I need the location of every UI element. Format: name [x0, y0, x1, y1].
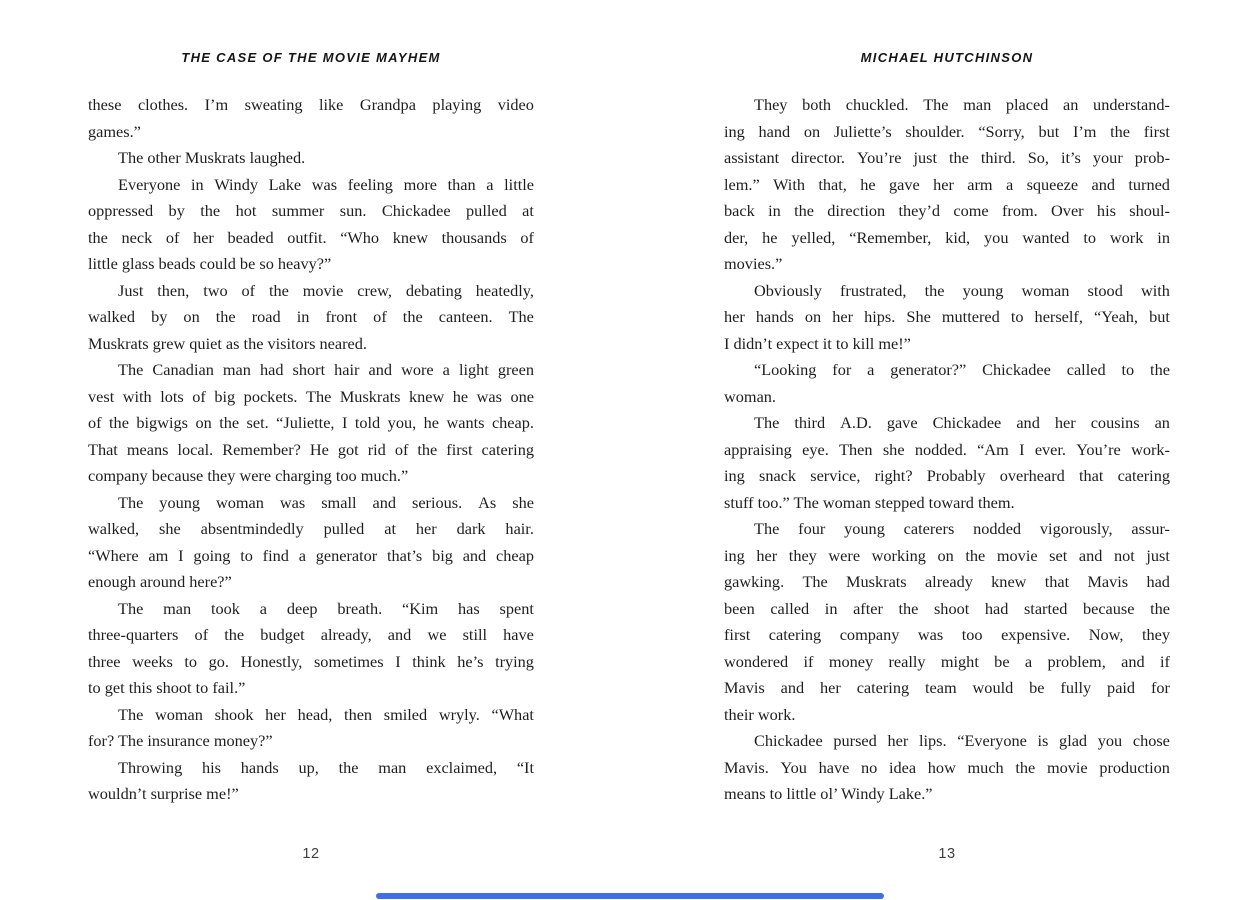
text-line: Muskrats grew quiet as the visitors neared. [88, 333, 367, 353]
page-left [88, 0, 534, 900]
text-line: The third A.D. gave Chickadee and her cousins an [754, 413, 1170, 432]
text-line: “Looking for a generator?” Chickadee called to the [754, 360, 1170, 379]
text-line: company because they were charging too much.” [88, 466, 409, 485]
text-line: Mavis. You have no idea how much the movie production [724, 757, 1170, 777]
text-line: der, he yelled, “Remember, kid, you wanted to work in [724, 227, 1170, 247]
text-line: The woman shook her head, then smiled wryly. “What [118, 704, 534, 724]
text-line: been called in after the shoot had started because the [724, 598, 1170, 618]
text-line: Throwing his hands up, the man exclaimed, “It [118, 757, 534, 777]
text-line: the neck of her beaded outfit. “Who knew thousands of [88, 227, 534, 247]
text-line: appraising eye. Then she nodded. “Am I ever. You’re work- [724, 439, 1170, 459]
text-line: assistant director. You’re just the third. So, it’s your prob- [724, 148, 1170, 167]
text-line: walked by on the road in front of the canteen. The [88, 307, 534, 326]
text-line: They both chuckled. The man placed an understand- [754, 95, 1170, 114]
text-line: The other Muskrats laughed. [118, 148, 306, 167]
text-line: “Where am I going to find a generator that’s big and cheap [88, 545, 534, 565]
text-line: stuff too.” The woman stepped toward them. [724, 492, 1015, 512]
text-line: ing hand on Juliette’s shoulder. “Sorry, but I’m the first [724, 121, 1170, 141]
page-right [724, 0, 1170, 900]
text-line: for? The insurance money?” [88, 731, 273, 750]
text-line: Obviously frustrated, the young woman stood with [754, 280, 1170, 300]
text-line: ing snack service, right? Probably overheard that catering [724, 466, 1170, 485]
text-line: vest with lots of big pockets. The Muskrats knew he was one [88, 386, 534, 406]
text-line: three weeks to go. Honestly, sometimes I think he’s trying [88, 651, 534, 671]
text-line: of the bigwigs on the set. “Juliette, I told you, he wants cheap. [88, 413, 534, 432]
page-number-right: 13 [938, 846, 956, 862]
text-line: three-quarters of the budget already, and we still have [88, 625, 534, 644]
text-line: lem.” With that, he gave her arm a squeeze and turned [724, 174, 1170, 194]
text-line: back in the direction they’d come from. Over his shoul- [724, 201, 1170, 220]
text-line: The Canadian man had short hair and wore a light green [118, 360, 534, 379]
text-line: Mavis and her catering team would be fully paid for [724, 678, 1170, 697]
page-number-left: 12 [302, 846, 320, 862]
text-line: enough around here?” [88, 572, 232, 591]
text-line: That means local. Remember? He got rid of the first catering [88, 439, 534, 459]
text-line: games.” [88, 121, 141, 141]
text-line: woman. [724, 386, 776, 406]
text-line: The young woman was small and serious. As she [118, 492, 534, 512]
text-line: Chickadee pursed her lips. “Everyone is glad you chose [754, 731, 1170, 750]
text-line: Just then, two of the movie crew, debating heatedly, [118, 280, 534, 300]
text-line: means to little ol’ Windy Lake.” [724, 784, 933, 803]
text-line: gawking. The Muskrats already knew that Mavis had [724, 572, 1170, 591]
text-line: little glass beads could be so heavy?” [88, 254, 332, 273]
text-line: oppressed by the hot summer sun. Chickadee pulled at [88, 201, 534, 220]
text-line: ing her they were working on the movie set and not just [724, 545, 1170, 565]
body-text-left [88, 92, 534, 808]
text-line: to get this shoot to fail.” [88, 678, 246, 697]
text-line: walked, she absentmindedly pulled at her dark hair. [88, 519, 534, 538]
text-line: I didn’t expect it to kill me!” [724, 333, 911, 353]
body-text-right [724, 92, 1170, 808]
text-line: their work. [724, 704, 796, 724]
text-line: her hands on her hips. She muttered to herself, “Yeah, but [724, 307, 1170, 326]
text-line: wouldn’t surprise me!” [88, 784, 239, 803]
text-line: movies.” [724, 254, 783, 273]
text-line: these clothes. I’m sweating like Grandpa playing video [88, 95, 534, 114]
text-line: first catering company was too expensive. Now, they [724, 625, 1170, 644]
text-line: The man took a deep breath. “Kim has spent [118, 598, 534, 618]
text-line: wondered if money really might be a problem, and if [724, 651, 1170, 671]
reading-progress-indicator[interactable] [376, 893, 884, 899]
text-line: The four young caterers nodded vigorously, assur- [754, 519, 1170, 538]
text-line: Everyone in Windy Lake was feeling more than a little [118, 174, 534, 194]
running-head-right: MICHAEL HUTCHINSON [860, 50, 1034, 65]
running-head-left: THE CASE OF THE MOVIE MAYHEM [181, 50, 441, 65]
